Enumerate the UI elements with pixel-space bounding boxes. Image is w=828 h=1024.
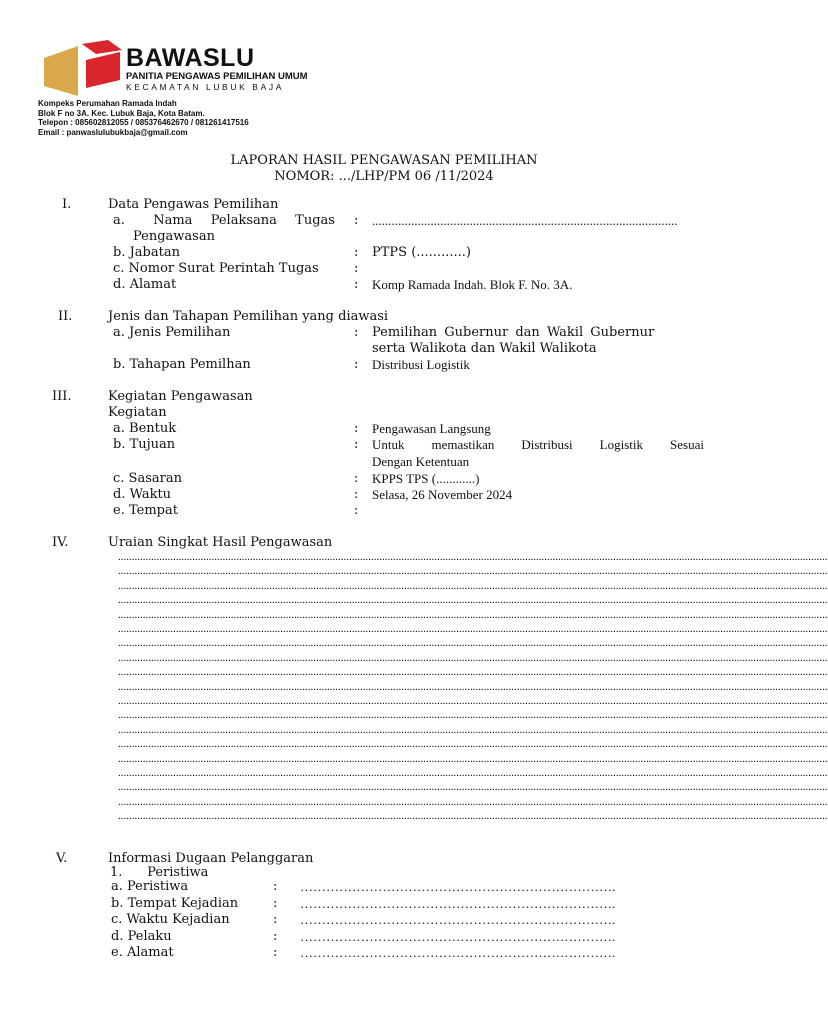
field-colon: : (354, 487, 359, 502)
dotted-line: .................................................................................................................................................................................................................................................................. (118, 666, 828, 679)
field-colon: : (354, 471, 359, 486)
field-colon: : (273, 879, 278, 894)
field-label: c. Nomor Surat Perintah Tugas (113, 261, 319, 276)
section-subheading: 1. Peristiwa (110, 865, 209, 880)
field-value: KPPS TPS (............) (372, 471, 480, 486)
field-value: Pemilihan Gubernur dan Wakil Gubernur (372, 325, 655, 340)
dotted-line: .................................................................................................................................................................................................................................................................. (118, 738, 828, 751)
field-label: a. Bentuk (113, 421, 177, 436)
field-value: ………………………………………………………………. (300, 896, 616, 911)
field-value: Distribusi Logistik (372, 357, 470, 372)
section-number: II. (58, 309, 73, 324)
phone-line: Telepon : 085602812055 / 085376462670 / 081261417516 (38, 118, 249, 127)
dotted-line: .................................................................................................................................................................................................................................................................. (118, 608, 828, 621)
field-colon: : (354, 437, 359, 452)
field-label: d. Alamat (113, 277, 177, 292)
dotted-line: .................................................................................................................................................................................................................................................................. (118, 695, 828, 707)
dotted-line: .................................................................................................................................................................................................................................................................. (118, 637, 828, 650)
email-line: Email : panwaslulubukbaja@gmail.com (38, 127, 188, 137)
field-label: b. Tujuan (113, 437, 176, 452)
field-colon: : (354, 357, 359, 372)
field-colon: : (354, 213, 359, 228)
dotted-line: .................................................................................................................................................................................................................................................................. (118, 795, 828, 808)
field-value: ………………………………………………………………. (300, 912, 616, 927)
field-label: a. Nama Pelaksana Tugas (113, 213, 335, 228)
section-heading: Kegiatan Pengawasan (108, 389, 253, 404)
address-line1: Kompeks Perumahan Ramada Indah (38, 99, 177, 108)
section-heading: Jenis dan Tahapan Pemilihan yang diawasi (108, 309, 389, 324)
dotted-line: .................................................................................................................................................................................................................................................................. (118, 594, 828, 607)
field-value: ………………………………………………………………. (300, 929, 616, 944)
field-label: d. Pelaku (111, 929, 172, 944)
field-colon: : (273, 929, 278, 944)
field-value: Pengawasan Langsung (372, 421, 491, 436)
field-label: c. Sasaran (113, 471, 182, 486)
section-number: I. (62, 197, 72, 212)
field-colon: : (354, 325, 359, 340)
field-value-cont: serta Walikota dan Wakil Walikota (372, 341, 597, 356)
dotted-line: .................................................................................................................................................................................................................................................................. (118, 752, 828, 765)
dotted-line: .................................................................................................................................................................................................................................................................. (118, 781, 828, 794)
field-label: b. Tahapan Pemilhan (113, 357, 251, 372)
section-heading: Uraian Singkat Hasil Pengawasan (108, 535, 333, 550)
field-colon: : (354, 277, 359, 292)
field-colon: : (273, 896, 278, 911)
field-value: PTPS (............) (372, 245, 471, 260)
bawaslu-logo-icon (38, 40, 124, 100)
field-label: b. Tempat Kejadian (111, 896, 239, 911)
dotted-line: .................................................................................................................................................................................................................................................................. (118, 810, 828, 823)
org-line2: KECAMATAN LUBUK BAJA (126, 82, 284, 92)
field-value: Selasa, 26 November 2024 (372, 487, 513, 502)
field-label-cont: Pengawasan (133, 229, 215, 244)
field-label: a. Jenis Pemilihan (113, 325, 231, 340)
section-number: III. (52, 389, 72, 404)
field-colon: : (354, 503, 359, 518)
section-number: V. (56, 851, 68, 866)
field-label: d. Waktu (113, 487, 172, 502)
field-colon: : (354, 261, 359, 276)
field-value: Komp Ramada Indah. Blok F. No. 3A. (372, 277, 573, 292)
brand-name: BAWASLU (126, 44, 255, 72)
report-number: NOMOR: .../LHP/PM 06 /11/2024 (274, 169, 494, 184)
dotted-line: .................................................................................................................................................................................................................................................................. (118, 723, 828, 736)
field-value-cont: Dengan Ketentuan (372, 454, 470, 469)
org-line1: PANITIA PENGAWAS PEMILIHAN UMUM (126, 71, 308, 82)
field-colon: : (354, 245, 359, 260)
report-title: LAPORAN HASIL PENGAWASAN PEMILIHAN (230, 153, 538, 168)
field-label: b. Jabatan (113, 245, 180, 260)
dotted-line: .................................................................................................................................................................................................................................................................. (118, 767, 828, 779)
field-label: c. Waktu Kejadian (111, 912, 230, 927)
section-heading: Informasi Dugaan Pelanggaran (108, 851, 314, 866)
dotted-line: .................................................................................................................................................................................................................................................................. (118, 651, 828, 664)
field-value (372, 437, 704, 453)
field-value: ………………………………………………………………. (300, 945, 616, 960)
field-label: e. Tempat (113, 503, 178, 518)
field-colon: : (273, 912, 278, 927)
dotted-line: .................................................................................................................................................................................................................................................................. (118, 565, 828, 578)
dotted-line: .................................................................................................................................................................................................................................................................. (118, 680, 828, 693)
dotted-line: .................................................................................................................................................................................................................................................................. (118, 709, 828, 722)
field-value: ………………………………………………………………. (300, 879, 616, 894)
field-value: .............................................................................................. (372, 213, 678, 228)
field-label: a. Peristiwa (111, 879, 189, 894)
address-line2: Blok F no 3A. Kec. Lubuk Baja, Kota Batam. (38, 108, 205, 118)
field-colon: : (354, 421, 359, 436)
dotted-line: .................................................................................................................................................................................................................................................................. (118, 551, 828, 563)
dotted-line: .................................................................................................................................................................................................................................................................. (118, 623, 828, 635)
section-subheading: Kegiatan (108, 405, 167, 420)
section-heading: Data Pengawas Pemilihan (108, 197, 279, 212)
field-colon: : (273, 945, 278, 960)
field-label: e. Alamat (111, 945, 174, 960)
field-value-text: Untuk memastikan Distribusi Logistik Sesuai (372, 437, 704, 452)
dotted-line: .................................................................................................................................................................................................................................................................. (118, 579, 828, 592)
section-number: IV. (52, 535, 69, 550)
